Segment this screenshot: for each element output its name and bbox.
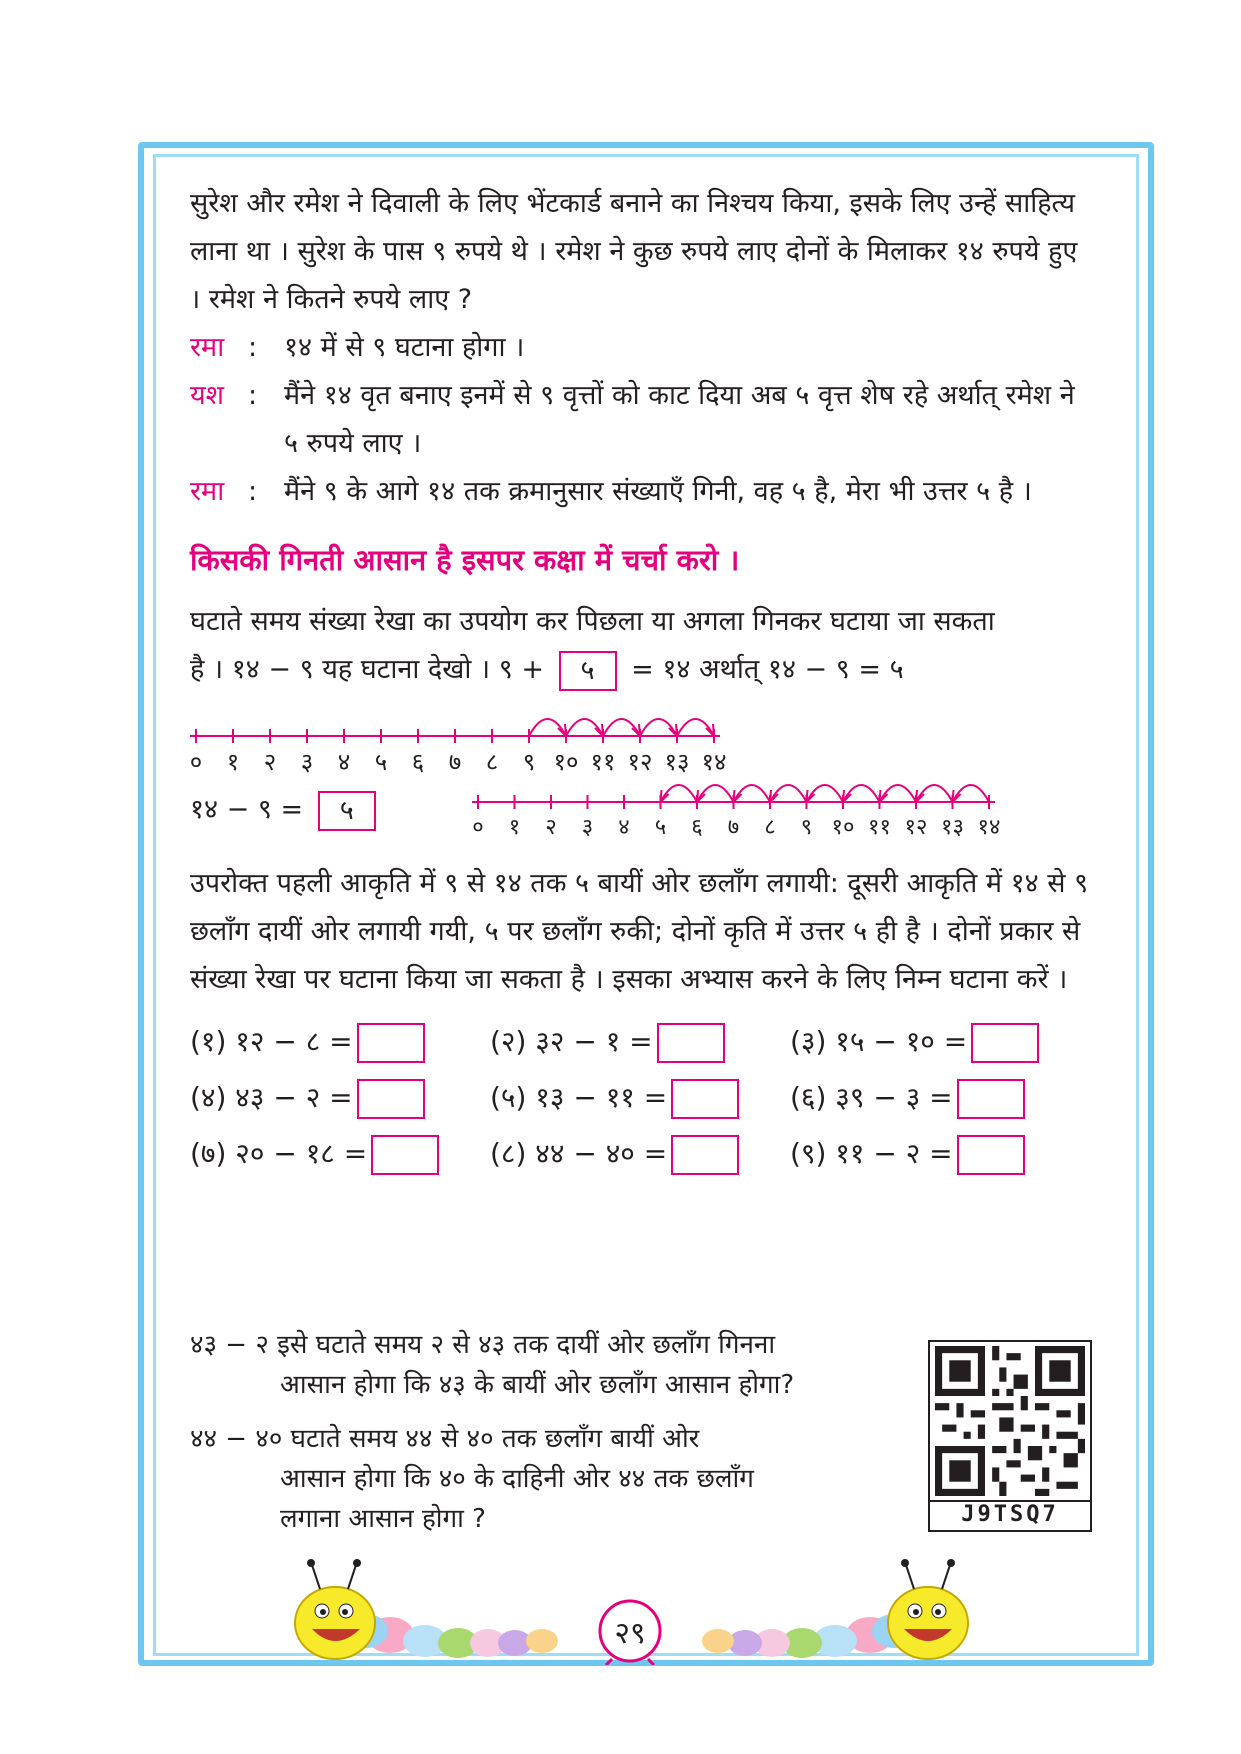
number-line-label: १२ xyxy=(904,815,928,838)
jump-arc xyxy=(843,785,880,802)
number-line-label: ३ xyxy=(300,748,314,776)
exercise-item: (४) ४३ − २ = xyxy=(190,1074,490,1122)
number-line-label: ९ xyxy=(800,815,813,838)
dialogue-text: १४ में से ९ घटाना होगा । xyxy=(284,332,525,363)
jump-arc xyxy=(677,719,714,736)
jump-arc xyxy=(566,719,603,736)
jump-arc xyxy=(770,785,807,802)
jump-arc xyxy=(807,785,844,802)
number-line-label: २ xyxy=(263,748,277,776)
question-1: ४३ − २ इसे घटाते समय २ से ४३ तक दायीं ओर छलाँग गिनना आसान होगा कि ४३ के बायीं ओर छलाँग आसान होगा? xyxy=(190,1330,795,1400)
number-line-label: ५ xyxy=(654,815,667,838)
number-line-label: ० xyxy=(472,815,484,838)
dialogue-item: रमा : १४ में से ९ घटाना होगा । xyxy=(190,324,1090,372)
answer-input[interactable] xyxy=(657,1023,725,1063)
number-line-label: ७ xyxy=(727,815,740,838)
number-line-label: ४ xyxy=(618,815,630,838)
answer-box: ५ xyxy=(559,651,617,691)
number-line-label: १ xyxy=(508,815,521,838)
number-line-label: ७ xyxy=(448,748,462,776)
jump-arc xyxy=(734,785,771,802)
exercise-item: (१) १२ − ८ = xyxy=(190,1018,490,1066)
number-line-label: १० xyxy=(553,748,579,776)
exercise-item: (२) ३२ − १ = xyxy=(490,1018,790,1066)
explanation-paragraph: उपरोक्त पहली आकृति में ९ से १४ तक ५ बायीं ओर छलाँग लगायी: दूसरी आकृति में १४ से ९ छलाँग दायीं ओर लगायी गयी, ५ पर छलाँग रुकी; दोनों कृति में उत्तर ५ ही है । दोनों प्रकार से संख्या रेखा पर घटाना किया जा सकता है । इसका अभ्यास करने के लिए निम्न घटाना करें । xyxy=(190,868,1089,995)
answer-input[interactable] xyxy=(671,1079,739,1119)
number-line-label: १३ xyxy=(664,748,690,776)
qr-code-panel[interactable] xyxy=(928,1340,1092,1532)
number-line-label: १३ xyxy=(941,815,964,838)
number-line-label: १४ xyxy=(977,815,1001,838)
dialogue-list xyxy=(190,324,1090,516)
number-line-label: १४ xyxy=(701,748,727,776)
answer-input[interactable] xyxy=(357,1023,425,1063)
jump-arc xyxy=(529,719,566,736)
intro-paragraph: सुरेश और रमेश ने दिवाली के लिए भेंटकार्ड बनाने का निश्चय किया, इसके लिए उन्हें साहित्य लाना था । सुरेश के पास ९ रुपये थे । रमेश ने कुछ रुपये लाए दोनों के मिलाकर १४ रुपये हुए । रमेश ने कितने रुपये लाए ? xyxy=(190,188,1078,315)
number-line-label: १२ xyxy=(627,748,653,776)
exercise-item: (५) १३ − ११ = xyxy=(490,1074,790,1122)
number-line-label: ८ xyxy=(764,815,776,838)
jump-arc xyxy=(953,785,990,802)
exercise-item: (३) १५ − १० = xyxy=(790,1018,1090,1066)
number-line-backward xyxy=(470,758,1090,838)
answer-input[interactable] xyxy=(357,1079,425,1119)
speaker-name: रमा xyxy=(190,476,225,507)
dialogue-item: यश : मैंने १४ वृत बनाए इनमें से ९ वृत्तों को काट दिया अब ५ वृत्त शेष रहे अर्थात् रमेश ने ५ रुपये लाए । xyxy=(190,372,1090,468)
answer-input[interactable] xyxy=(971,1023,1039,1063)
exercise-item: (८) ४४ − ४० = xyxy=(490,1130,790,1178)
exercise-item: (७) २० − १८ = xyxy=(190,1130,490,1178)
page-number-clock xyxy=(600,1601,660,1665)
speaker-name: यश xyxy=(190,380,225,411)
caterpillar-border-decoration xyxy=(260,1555,1000,1665)
numberline-intro-line2: है । १४ − ९ यह घटाना देखो । ९ + ५ = १४ अर्थात् १४ − ९ = ५ xyxy=(190,646,1090,694)
dialogue-item: रमा : मैंने ९ के आगे १४ तक क्रमानुसार संख्याएँ गिनी, वह ५ है, मेरा भी उत्तर ५ है । xyxy=(190,468,1090,516)
answer-box: ५ xyxy=(318,791,376,831)
caterpillar-right xyxy=(702,1559,968,1659)
jump-arc xyxy=(697,785,734,802)
question-2: ४४ − ४० घटाते समय ४४ से ४० तक छलाँग बायीं ओर आसान होगा कि ४० के दाहिनी ओर ४४ तक छलाँग लगाना आसान होगा ? xyxy=(190,1424,754,1534)
number-line-label: ३ xyxy=(581,815,594,838)
jump-arc xyxy=(603,719,640,736)
dialogue-text: मैंने ९ के आगे १४ तक क्रमानुसार संख्याएँ गिनी, वह ५ है, मेरा भी उत्तर ५ है । xyxy=(284,476,1032,507)
number-line-label: ८ xyxy=(485,748,499,776)
numberline-intro-line1: घटाते समय संख्या रेखा का उपयोग कर पिछला या अगला गिनकर घटाया जा सकता xyxy=(190,606,995,637)
answer-input[interactable] xyxy=(957,1135,1025,1175)
jump-arc xyxy=(640,719,677,736)
number-line-label: १ xyxy=(226,748,240,776)
caterpillar-left xyxy=(295,1559,558,1659)
number-line-label: ५ xyxy=(374,748,388,776)
jump-arc xyxy=(916,785,953,802)
number-line-label: ६ xyxy=(411,748,425,776)
number-line-label: ६ xyxy=(691,815,703,838)
jump-arc xyxy=(661,785,698,802)
number-line-label: २ xyxy=(545,815,557,838)
dialogue-text: मैंने १४ वृत बनाए इनमें से ९ वृत्तों को काट दिया अब ५ वृत्त शेष रहे अर्थात् रमेश ने ५ रुपये लाए । xyxy=(284,380,1075,459)
exercise-grid xyxy=(190,1018,1090,1178)
jump-arc xyxy=(880,785,917,802)
answer-input[interactable] xyxy=(957,1079,1025,1119)
answer-input[interactable] xyxy=(371,1135,439,1175)
number-line-label: ११ xyxy=(868,815,891,838)
page-number: २९ xyxy=(614,1616,646,1651)
exercise-item: (६) ३९ − ३ = xyxy=(790,1074,1090,1122)
number-line-label: ११ xyxy=(590,748,616,776)
number-line-label: ९ xyxy=(522,748,536,776)
qr-code-icon xyxy=(932,1346,1088,1496)
number-line-label: ० xyxy=(190,748,203,776)
exercise-item: (९) ११ − २ = xyxy=(790,1130,1090,1178)
qr-code-label: J9TSQ7 xyxy=(930,1500,1090,1527)
number-line-2-row xyxy=(190,780,1090,860)
page-content xyxy=(190,180,1090,1178)
number-line-label: ४ xyxy=(337,748,351,776)
answer-input[interactable] xyxy=(671,1135,739,1175)
speaker-name: रमा xyxy=(190,332,225,363)
equation-2: १४ − ९ = ५ xyxy=(190,786,382,834)
discussion-heading: किसकी गिनती आसान है इसपर कक्षा में चर्चा करो । xyxy=(190,543,740,577)
number-line-label: १० xyxy=(831,815,855,838)
questions-block xyxy=(190,1325,910,1539)
